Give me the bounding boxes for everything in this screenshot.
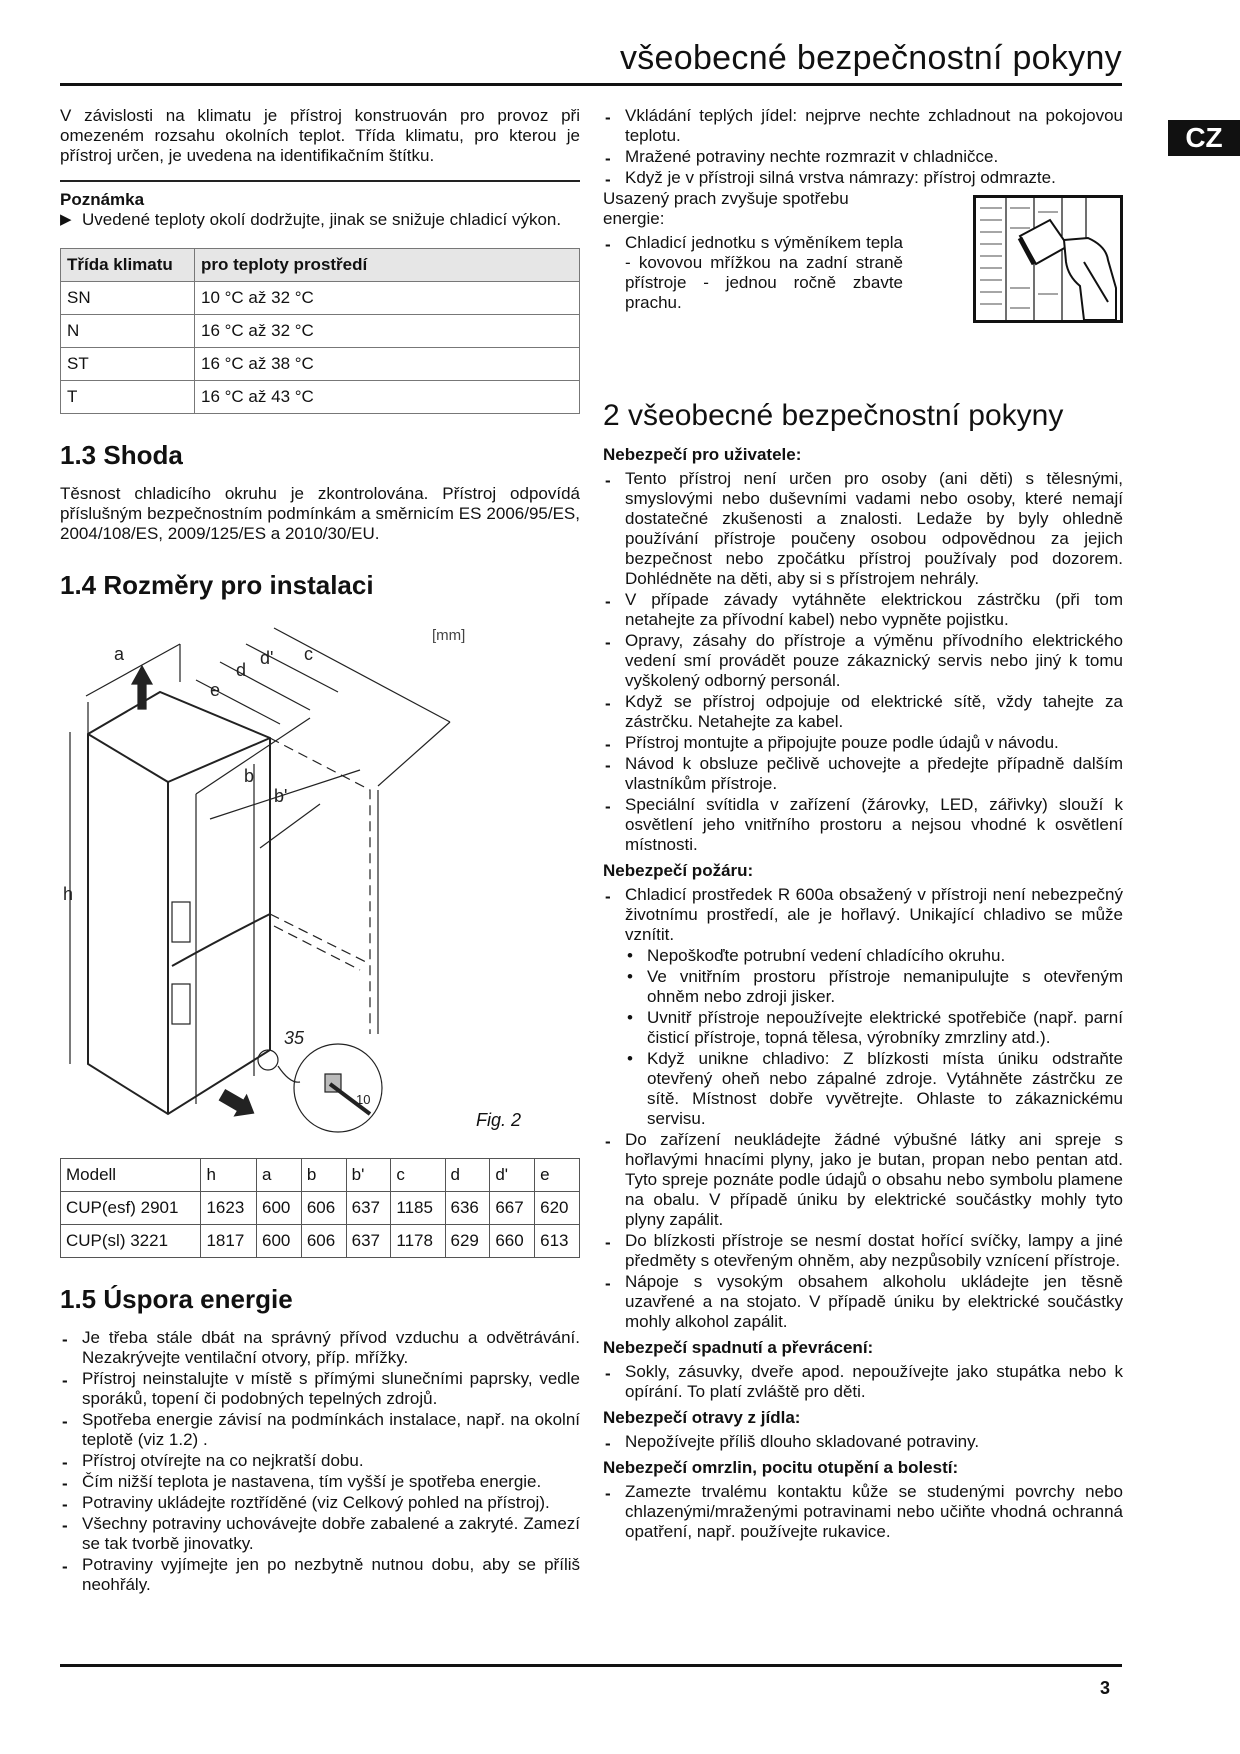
list-item: - Nepožívejte příliš dlouho skladované potraviny. <box>603 1432 1123 1452</box>
table-cell: 637 <box>346 1192 391 1225</box>
list-item: - Přístroj montujte a připojujte pouze podle údajů v návodu. <box>603 733 1123 753</box>
table-header-cell: Modell <box>61 1159 201 1192</box>
table-cell: 16 °C až 32 °C <box>195 315 580 348</box>
frostbite-list <box>603 1482 1123 1542</box>
note-box <box>60 180 580 230</box>
energy-saving-list <box>60 1328 580 1595</box>
table-cell: 600 <box>257 1225 302 1258</box>
triangle-right-icon: ▶ <box>60 211 72 228</box>
list-item: - Přístroj neinstalujte v místě s přímými slunečními paprsky, vedle sporáků, topení či podobných tepelných zdrojů. <box>60 1369 580 1409</box>
table-cell: 606 <box>301 1225 346 1258</box>
list-item: - Tento přístroj není určen pro osoby (ani děti) s tělesnými, smyslovými nebo duševními vadami nebo osoby, které nemají dostatečné zkušenosti a znalosti. Ledaže by byly ohledně používání přístroje poučeny osobou odpovědnou za jejich bezpečnost nebo zpočátku přístroj používaly pod dozorem. Dohlédněte na děti, aby si s přístrojem nehrály. <box>603 469 1123 589</box>
energy-saving-list-continued <box>603 106 1123 188</box>
table-header-cell: a <box>257 1159 302 1192</box>
list-item: - Je třeba stále dbát na správný přívod vzduchu a odvětrávání. Nezakrývejte ventilační otvory, příp. mřížky. <box>60 1328 580 1368</box>
left-column <box>60 106 580 1596</box>
table-header-cell: h <box>201 1159 257 1192</box>
table-cell: 16 °C až 38 °C <box>195 348 580 381</box>
fire-hazard-list <box>603 885 1123 945</box>
installation-dimensions-figure <box>60 614 580 1154</box>
table-cell: 606 <box>301 1192 346 1225</box>
dust-list <box>603 233 903 313</box>
bullet-item: • Když unikne chladivo: Z blízkosti místa úniku odstraňte otevřený oheň nebo zápalné zdroje. Vytáhněte zástrčku ze sítě. Místnost dobře vyvětrejte. Ohlaste to zákaznickému servisu. <box>625 1049 1123 1129</box>
list-item: - Opravy, zásahy do přístroje a výměnu přívodního elektrického vedení smí provádět pouze zákaznický servis nebo jiný k tomu vyškolený odborný personál. <box>603 631 1123 691</box>
list-item: - Návod k obsluze pečlivě uchovejte a předejte případně dalším vlastníkům přístroje. <box>603 754 1123 794</box>
table-cell: 637 <box>346 1225 391 1258</box>
bullet-item: • Uvnitř přístroje nepoužívejte elektrické spotřebiče (např. parní čisticí přístroje, topná tělesa, výrobníky zmrzliny atd.). <box>625 1008 1123 1048</box>
table-cell: 1178 <box>391 1225 445 1258</box>
subheading-tipping-hazard: Nebezpečí spadnutí a převrácení: <box>603 1338 874 1357</box>
table-row <box>61 348 580 381</box>
subheading-frostbite: Nebezpečí omrzlin, pocitu otupění a bolestí: <box>603 1458 959 1477</box>
list-item: - Spotřeba energie závisí na podmínkách instalace, např. na okolní teplotě (viz 1.2) . <box>60 1410 580 1450</box>
list-item: - Přístroj otvírejte na co nejkratší dobu. <box>60 1451 580 1471</box>
table-cell: T <box>61 381 195 414</box>
table-header-row <box>61 249 580 282</box>
climate-class-table <box>60 248 580 414</box>
figure-unit-label: [mm] <box>432 627 466 644</box>
page-title: všeobecné bezpečnostní pokyny <box>619 39 1122 77</box>
svg-text:10: 10 <box>356 1092 371 1107</box>
table-cell: 613 <box>535 1225 580 1258</box>
section-heading-energy-saving: 1.5 Úspora energie <box>60 1284 293 1314</box>
brush-cleaning-condenser-icon <box>973 195 1123 323</box>
list-item: - Nápoje s vysokým obsahem alkoholu ukládejte jen těsně uzavřené a na stojato. V případě úniku by elektrické součástky mohly alkohol zapálit. <box>603 1272 1123 1332</box>
subheading-user-hazard: Nebezpečí pro uživatele: <box>603 445 802 464</box>
table-header-cell: e <box>535 1159 580 1192</box>
note-item <box>60 210 580 230</box>
table-cell: 1817 <box>201 1225 257 1258</box>
fire-hazard-bullets <box>625 946 1123 1129</box>
table-cell: 660 <box>490 1225 535 1258</box>
conformity-text: Těsnost chladicího okruhu je zkontrolována. Přístroj odpovídá příslušným bezpečnostním podmínkám a směrnicím ES 2006/95/ES, 2004/108/ES, 2009/125/ES a 2010/30/EU. <box>60 484 580 543</box>
list-item: - Když je v přístroji silná vrstva námrazy: přístroj odmrazte. <box>603 168 1123 188</box>
language-tab: CZ <box>1168 120 1240 156</box>
tipping-hazard-list <box>603 1362 1123 1402</box>
svg-text:d': d' <box>260 648 274 668</box>
subheading-fire-hazard: Nebezpečí požáru: <box>603 861 754 880</box>
table-cell: N <box>61 315 195 348</box>
table-row <box>61 315 580 348</box>
list-item: - Potraviny ukládejte roztříděné (viz Celkový pohled na přístroj). <box>60 1493 580 1513</box>
list-item: - Speciální svítidla v zařízení (žárovky, LED, zářivky) slouží k osvětlení jeho vnitřního prostoru a nejsou vhodné k osvětlení místnosti. <box>603 795 1123 855</box>
fire-hazard-list-continued <box>603 1130 1123 1332</box>
table-header-cell: b' <box>346 1159 391 1192</box>
list-item: - V případe závady vytáhněte elektrickou zástrčku (při tom netahejte za přívodní kabel) nebo vypněte pojistku. <box>603 590 1123 630</box>
table-cell: CUP(sl) 3221 <box>61 1225 201 1258</box>
food-poisoning-list <box>603 1432 1123 1452</box>
table-header-cell: Třída klimatu <box>61 249 195 282</box>
table-header-cell: c <box>391 1159 445 1192</box>
table-cell: 600 <box>257 1192 302 1225</box>
section-heading-shoda: 1.3 Shoda <box>60 440 183 470</box>
list-item: - Všechny potraviny uchovávejte dobře zabalené a zakryté. Zamezí se tak tvorbě jinovatky. <box>60 1514 580 1554</box>
list-item: - Mražené potraviny nechte rozmrazit v chladničce. <box>603 147 1123 167</box>
table-cell: 667 <box>490 1192 535 1225</box>
table-cell: 620 <box>535 1192 580 1225</box>
bullet-item: • Nepoškoďte potrubní vedení chladícího okruhu. <box>625 946 1123 966</box>
table-header-cell: b <box>301 1159 346 1192</box>
dust-intro: Usazený prach zvyšuje spotřebu energie: <box>603 189 849 228</box>
climate-intro-text: V závislosti na klimatu je přístroj konstruován pro provoz při omezeném rozsahu okolních teplot. Třída klimatu, pro kterou je přístroj určen, je uvedena na identifikačním štítku. <box>60 106 580 165</box>
svg-text:b: b <box>244 766 255 786</box>
svg-text:c: c <box>304 644 313 664</box>
list-item: - Potraviny vyjímejte jen po nezbytně nutnou dobu, aby se příliš neohřály. <box>60 1555 580 1595</box>
figure-caption: Fig. 2 <box>476 1110 522 1130</box>
table-cell: 629 <box>445 1225 490 1258</box>
list-item: - Chladicí prostředek R 600a obsažený v přístroji není nebezpečný životnímu prostředí, ale je hořlavý. Unikající chladivo se může vznítit. <box>603 885 1123 945</box>
page-header <box>60 38 1122 86</box>
right-column <box>603 106 1123 1543</box>
table-cell: 636 <box>445 1192 490 1225</box>
list-item: - Chladicí jednotku s výměníkem tepla - kovovou mřížkou na zadní straně přístroje - jednou ročně zbavte prachu. <box>603 233 903 313</box>
table-cell: 10 °C až 32 °C <box>195 282 580 315</box>
dust-text <box>603 189 903 313</box>
note-title: Poznámka <box>60 190 145 209</box>
table-header-row <box>61 1159 580 1192</box>
user-hazard-list <box>603 469 1123 855</box>
table-cell: SN <box>61 282 195 315</box>
bullet-item: • Ve vnitřním prostoru přístroje nemanipulujte s otevřeným ohněm nebo zdroji jisker. <box>625 967 1123 1007</box>
section-heading-safety: 2 všeobecné bezpečnostní pokyny <box>603 399 1064 432</box>
table-cell: ST <box>61 348 195 381</box>
table-row <box>61 282 580 315</box>
table-row <box>61 381 580 414</box>
table-cell: 1623 <box>201 1192 257 1225</box>
table-cell: CUP(esf) 2901 <box>61 1192 201 1225</box>
list-item: - Čím nižší teplota je nastavena, tím vyšší je spotřeba energie. <box>60 1472 580 1492</box>
table-header-cell: d <box>445 1159 490 1192</box>
note-text: Uvedené teploty okolí dodržujte, jinak se snižuje chladicí výkon. <box>82 210 562 229</box>
list-item: - Zamezte trvalému kontaktu kůže se studenými povrchy nebo chlazenými/mraženými potravinami nebo učiňte vhodná ochranná opatření, např. používejte rukavice. <box>603 1482 1123 1542</box>
table-row <box>61 1225 580 1258</box>
table-cell: 16 °C až 43 °C <box>195 381 580 414</box>
subheading-food-poisoning: Nebezpečí otravy z jídla: <box>603 1408 801 1427</box>
list-item: - Sokly, zásuvky, dveře apod. nepoužívejte jako stupátka nebo k opírání. To platí zvláště pro děti. <box>603 1362 1123 1402</box>
svg-text:b': b' <box>274 786 288 806</box>
model-dimensions-table <box>60 1158 580 1258</box>
footer-divider <box>60 1664 1122 1667</box>
svg-text:d: d <box>236 660 247 680</box>
list-item: - Do zařízení neukládejte žádné výbušné látky ani spreje s hořlavými hnacími plyny, jako je butan, propan nebo pentan atd. Tyto spreje poznáte podle údajů o obsahu nebo symbolu plamene na obalu. V případě úniku by elektrické součástky mohly tyto plyny zapálit. <box>603 1130 1123 1230</box>
list-item: - Vkládání teplých jídel: nejprve nechte zchladnout na pokojovou teplotu. <box>603 106 1123 146</box>
table-cell: 1185 <box>391 1192 445 1225</box>
section-heading-dimensions: 1.4 Rozměry pro instalaci <box>60 570 374 600</box>
svg-text:h: h <box>63 884 74 904</box>
page-number: 3 <box>1100 1678 1111 1698</box>
dust-cleaning-block <box>603 189 1123 399</box>
table-header-cell: d' <box>490 1159 535 1192</box>
table-header-cell: pro teploty prostředí <box>195 249 580 282</box>
svg-text:a: a <box>114 644 125 664</box>
svg-text:e: e <box>210 680 221 700</box>
fridge-dimension-diagram-icon <box>60 614 580 1154</box>
svg-text:35: 35 <box>284 1028 305 1048</box>
list-item: - Když se přístroj odpojuje od elektrické sítě, vždy tahejte za zástrčku. Netahejte za kabel. <box>603 692 1123 732</box>
list-item: - Do blízkosti přístroje se nesmí dostat hořící svíčky, lampy a jiné předměty s otevřeným ohněm, aby nezpůsobily vznícení přístroje. <box>603 1231 1123 1271</box>
table-row <box>61 1192 580 1225</box>
